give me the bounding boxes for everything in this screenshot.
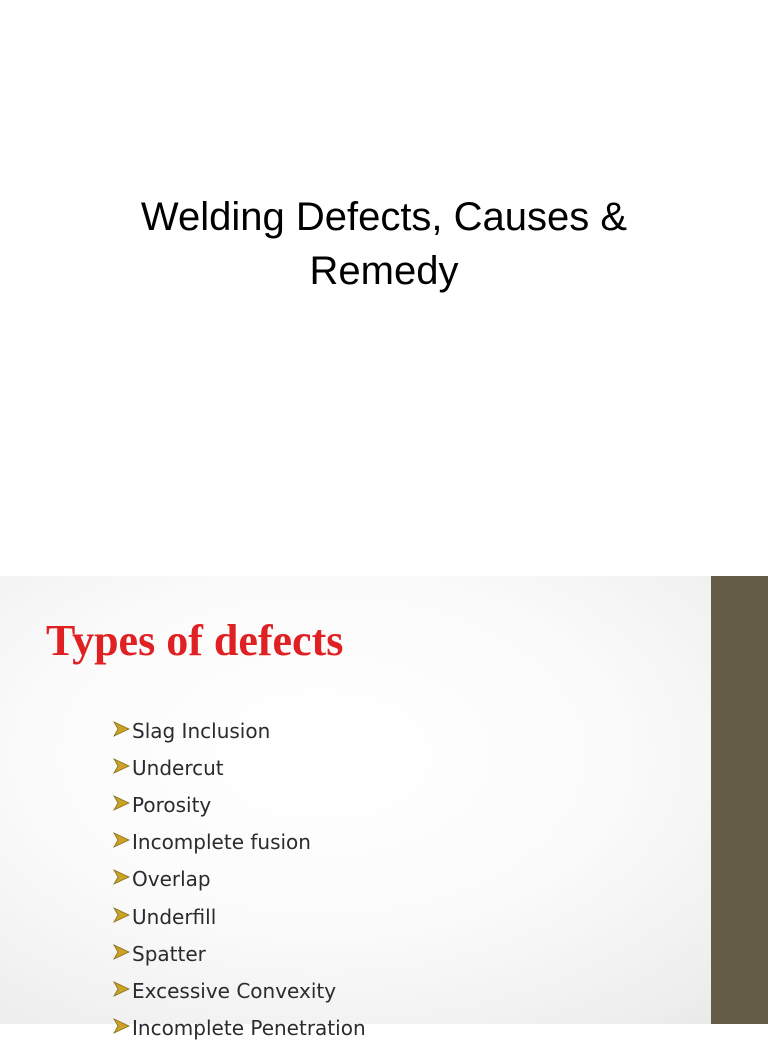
list-item: [113, 861, 366, 898]
arrowhead-bullet-icon: [113, 831, 131, 849]
arrowhead-bullet-icon: [113, 794, 131, 812]
defect-list: [113, 712, 366, 1047]
arrowhead-bullet-icon: [113, 757, 131, 775]
arrowhead-bullet-icon: [113, 720, 131, 738]
list-item-label: Excessive Convexity: [132, 978, 337, 1003]
list-item: [113, 712, 366, 749]
arrowhead-bullet-icon: [113, 1017, 131, 1035]
slide-title-line-2: Remedy: [309, 249, 459, 293]
list-item-label: Incomplete fusion: [132, 830, 311, 855]
list-item: [113, 1010, 366, 1047]
list-item-label: Incomplete Penetration: [132, 1016, 366, 1041]
list-item: [113, 972, 366, 1009]
slide-side-bar: [711, 576, 768, 1024]
slide-title-line-1: Welding Defects, Causes &: [140, 195, 628, 239]
arrowhead-bullet-icon: [113, 906, 131, 924]
list-item-label: Overlap: [132, 867, 211, 892]
list-item-label: Underfill: [132, 904, 217, 929]
arrowhead-bullet-icon: [113, 980, 131, 998]
list-item-label: Slag Inclusion: [132, 718, 271, 743]
list-item: [113, 749, 366, 786]
list-item-label: Spatter: [132, 941, 206, 966]
types-of-defects-slide: [0, 576, 768, 1041]
slide-heading: Types of defects: [46, 616, 344, 665]
list-item: [113, 824, 366, 861]
list-item-label: Undercut: [132, 755, 224, 780]
arrowhead-bullet-icon: [113, 868, 131, 886]
list-item: [113, 935, 366, 972]
arrowhead-bullet-icon: [113, 943, 131, 961]
list-item: [113, 898, 366, 935]
list-item: [113, 786, 366, 823]
slide-title: [60, 190, 708, 298]
list-item-label: Porosity: [132, 792, 212, 817]
